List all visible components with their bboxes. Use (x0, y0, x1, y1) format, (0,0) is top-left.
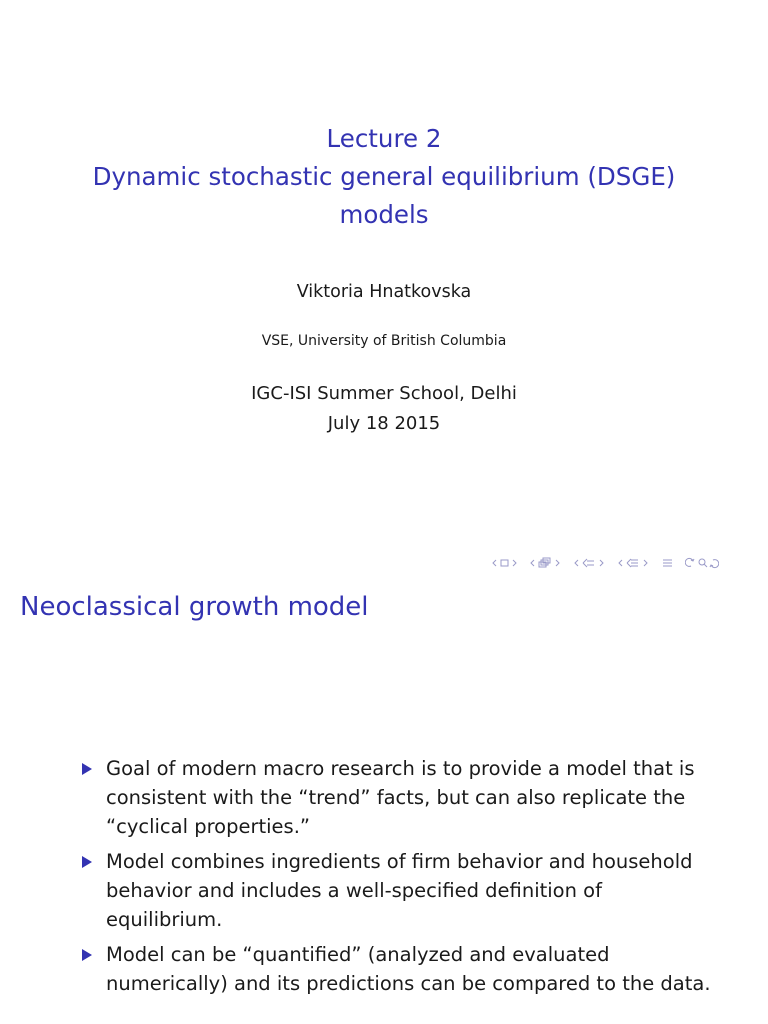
bullet-line: Model can be “quantified” (analyzed and evaluated (106, 943, 610, 966)
bullet-item-2 (82, 847, 722, 934)
bullet-line: Goal of modern macro research is to provide a model that is (106, 757, 695, 780)
bullet-item-1 (82, 754, 722, 841)
bullet-line: behavior and includes a well-specified definition of equilibrium. (106, 879, 602, 931)
title-line-1: Lecture 2 (326, 124, 442, 153)
nav-align-icon[interactable] (661, 557, 675, 569)
bullet-line: consistent with the “trend” facts, but can also replicate the (106, 786, 686, 809)
title-line-3: models (339, 200, 429, 229)
nav-section-icon[interactable] (617, 557, 651, 569)
nav-frame-icon[interactable] (529, 557, 563, 569)
event-name: IGC-ISI Summer School, Delhi (251, 383, 517, 404)
author-name: Viktoria Hnatkovska (296, 282, 472, 302)
nav-subsection-icon[interactable] (573, 557, 607, 569)
author-institution: VSE, University of British Columbia (261, 333, 507, 349)
bullet-item-3 (82, 940, 722, 998)
event-date: July 18 2015 (327, 413, 441, 434)
frame-title: Neoclassical growth model (20, 592, 369, 622)
triangle-bullet-icon (82, 949, 92, 961)
bullet-line: “cyclical properties.” (106, 815, 311, 838)
content-slide (0, 576, 768, 1024)
nav-slide-back-icon[interactable] (491, 557, 519, 569)
triangle-bullet-icon (82, 763, 92, 775)
bullet-line: numerically) and its predictions can be compared to the data. (106, 972, 711, 995)
bullet-list (82, 754, 722, 1004)
bullet-line: Model combines ingredients of firm behavior and household (106, 850, 693, 873)
nav-search-icon[interactable] (685, 557, 719, 569)
title-line-2: Dynamic stochastic general equilibrium (DSGE) (92, 162, 676, 191)
triangle-bullet-icon (82, 856, 92, 868)
beamer-navigation-bar[interactable] (491, 555, 729, 571)
